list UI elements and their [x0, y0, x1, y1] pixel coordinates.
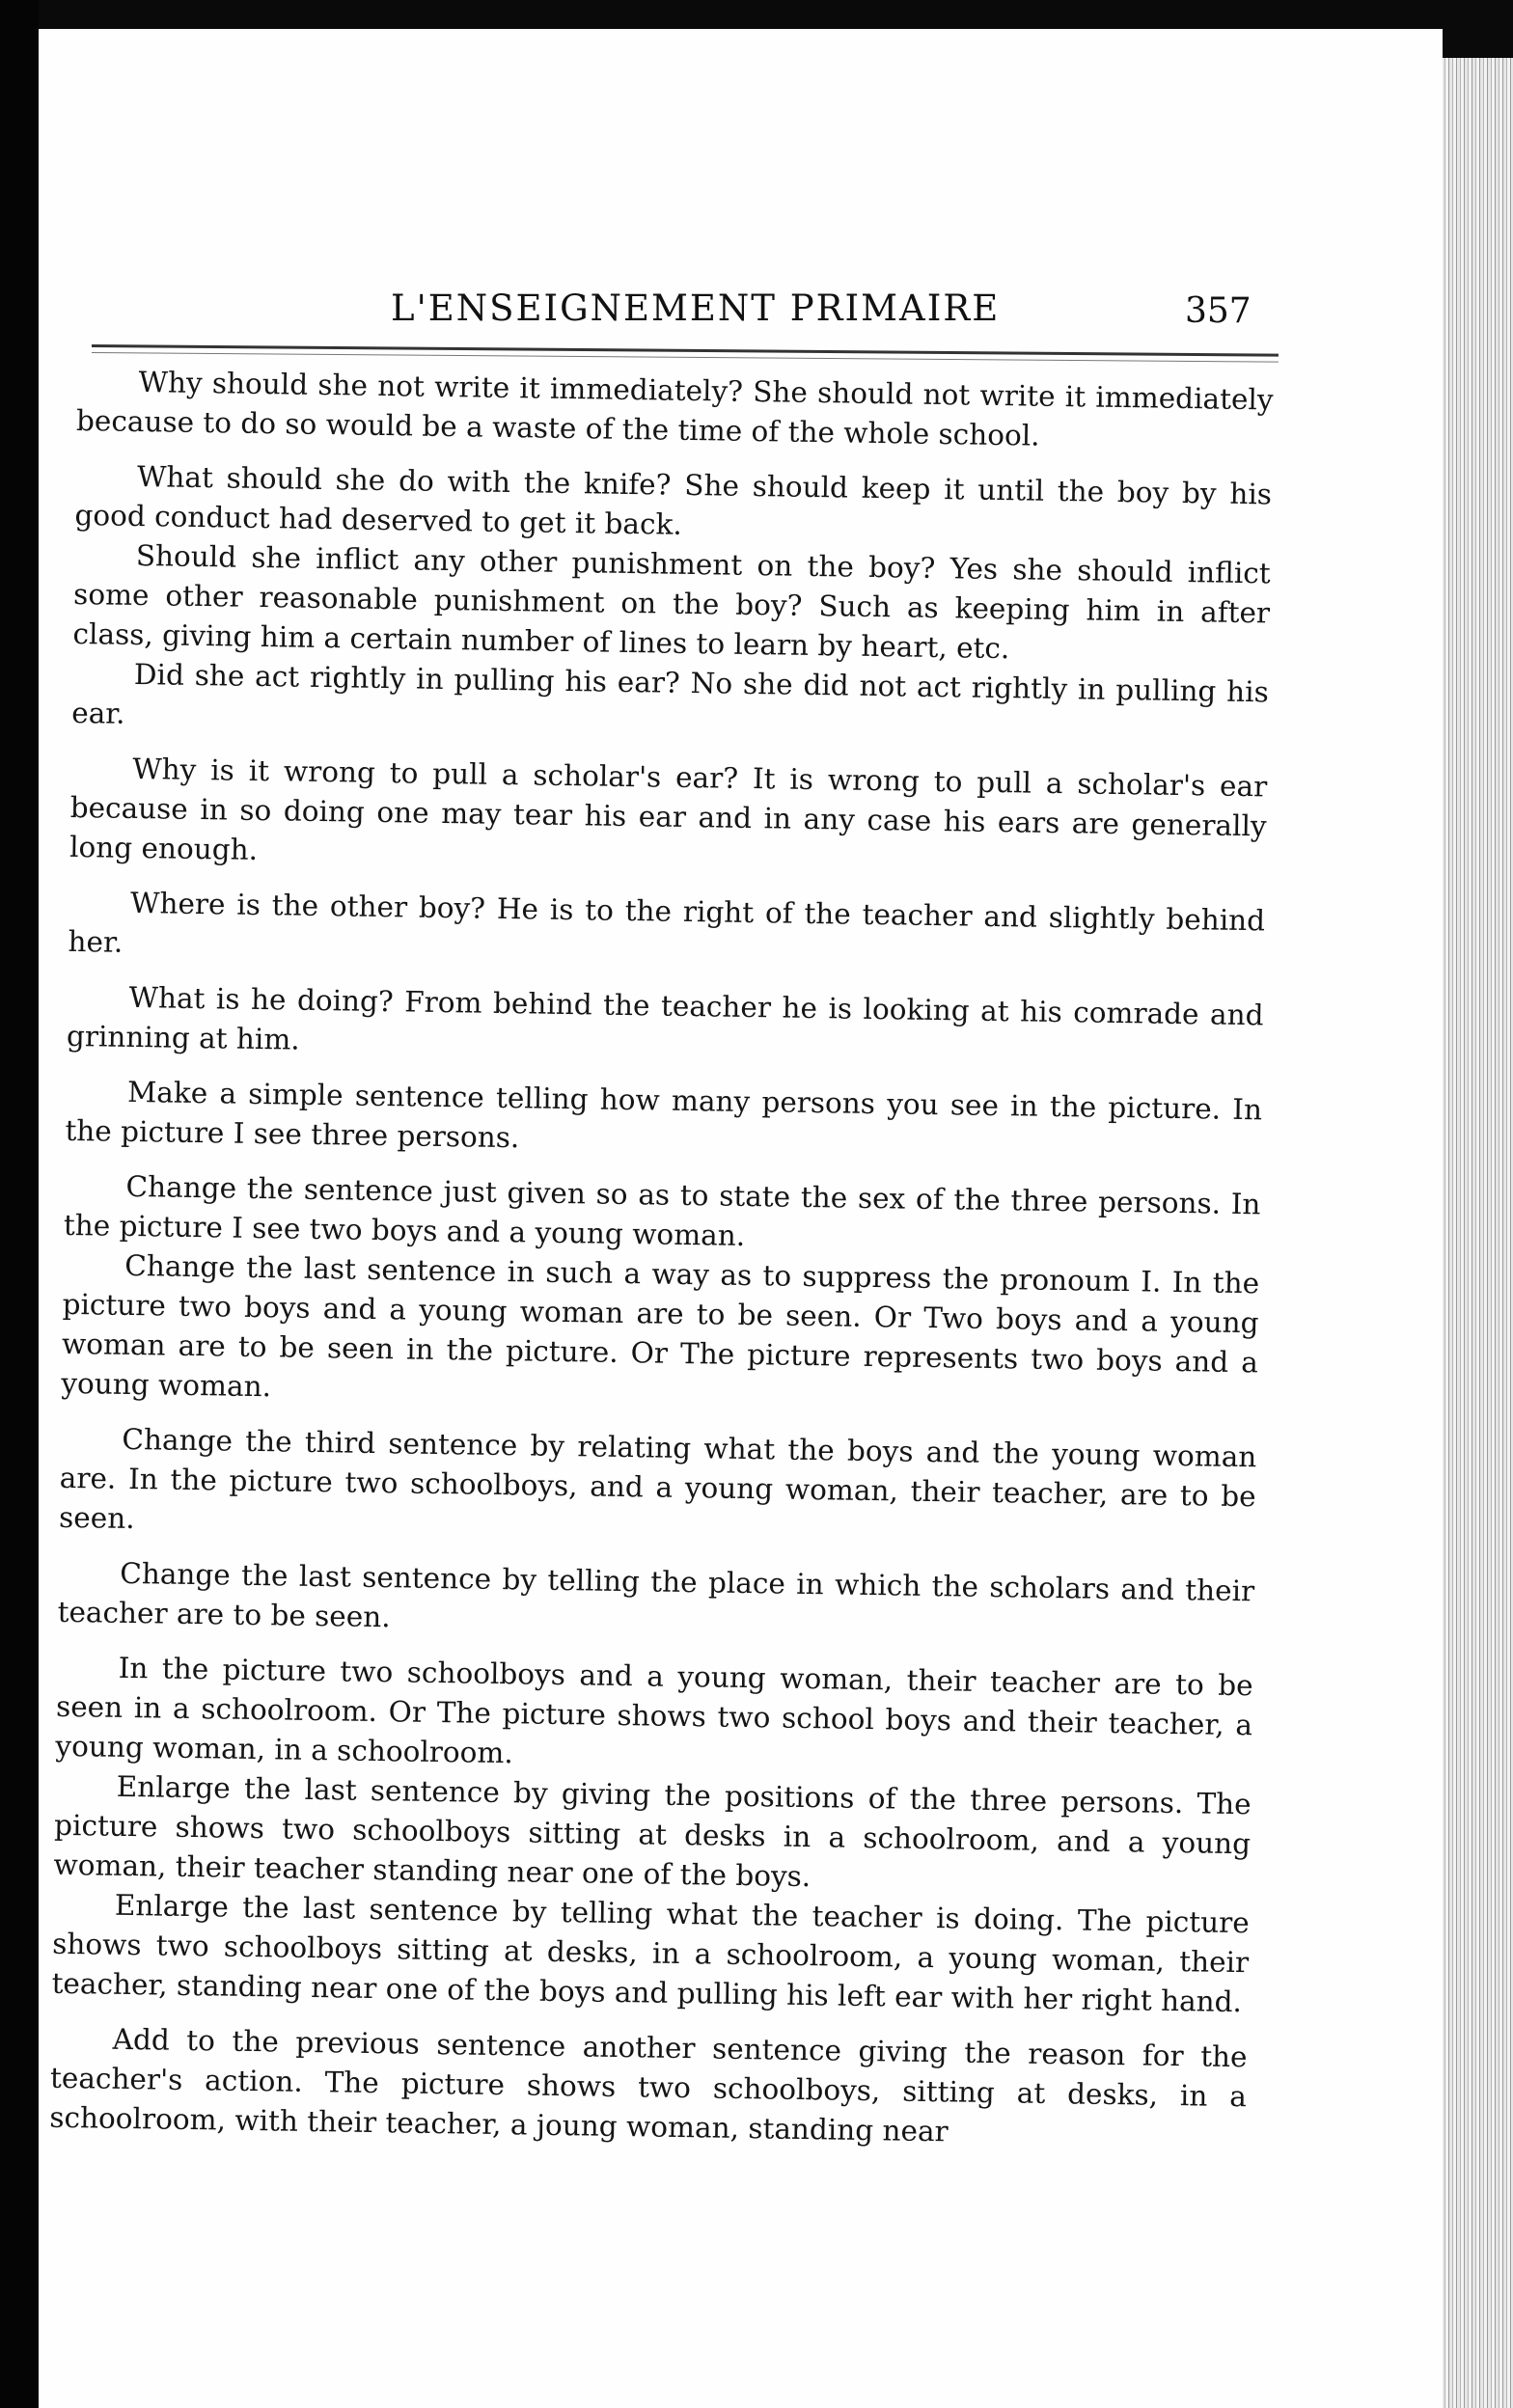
paragraph: Change the sentence just given so as to state the sex of the three persons. In the picture I see two boys and a young woman. [63, 1169, 1261, 1252]
paragraph: Enlarge the last sentence by telling what the teacher is doing. The picture shows two schoolboys sitting at desks, in a schoolroom, a young woman, their teacher, standing near one of the boys and pulling his left ear with her right hand. [51, 1888, 1250, 2019]
running-head-title: L'ENSEIGNEMENT PRIMAIRE [391, 287, 1001, 329]
body-text [49, 362, 1274, 2156]
paragraph: Where is the other boy? He is to the right of the teacher and slightly behind her. [68, 886, 1266, 959]
paragraph: Should she inflict any other punishment on the boy? Yes she should inflict some other reasonable punishment on the boy? Such as keeping him in after class, giving him a certain number of lines to learn by heart, etc. [72, 538, 1271, 666]
paragraph: Change the last sentence by telling the place in which the scholars and their teacher are to be seen. [57, 1556, 1255, 1634]
page-number: 357 [1185, 291, 1252, 331]
paragraph: Make a simple sentence telling how many persons you see in the picture. In the picture I see three persons. [65, 1075, 1263, 1155]
paragraph: In the picture two schoolboys and a young woman, their teacher are to be seen in a schoolroom. Or The picture shows two school boys and their teacher, a young woman, in a schoolroom. [55, 1651, 1253, 1770]
paragraph: What is he doing? From behind the teacher he is looking at his comrade and grinning at him. [66, 980, 1264, 1056]
paragraph: Did she act rightly in pulling his ear? No she did not act rightly in pulling his ear. [71, 657, 1270, 730]
paragraph: Add to the previous sentence another sentence giving the reason for the teacher's action. The picture shows two schoolboys, sitting at desks, in a schoolroom, with their teacher, a joung woman, standing near [49, 2022, 1248, 2148]
header-rule [92, 344, 1279, 357]
book-binding-edge [0, 0, 39, 2408]
book-page-edges [1438, 58, 1513, 2408]
paragraph: Enlarge the last sentence by giving the positions of the three persons. The picture shows two schoolboys sitting at desks in a schoolroom, and a young woman, their teacher standing near one of the boys. [53, 1769, 1252, 1894]
paragraph: What should she do with the knife? She should keep it until the boy by his good conduct had deserved to get it back. [74, 459, 1273, 541]
paragraph: Why should she not write it immediately? She should not write it immediately because to do so would be a waste of the time of the whole school. [75, 366, 1274, 452]
paragraph: Change the last sentence in such a way as to suppress the pronoum I. In the picture two boys and a young woman are to be seen. Or Two boys and a young woman are to be seen in the picture. Or The picture represents two boys and a young woman. [61, 1248, 1260, 1404]
page-paper [39, 29, 1443, 2408]
paragraph: Why is it wrong to pull a scholar's ear? It is wrong to pull a scholar's ear because in so doing one may tear his ear and in any case his ears are generally long enough. [69, 752, 1268, 866]
paragraph: Change the third sentence by relating what the boys and the young woman are. In the picture two schoolboys, and a young woman, their teacher, are to be seen. [58, 1422, 1257, 1536]
